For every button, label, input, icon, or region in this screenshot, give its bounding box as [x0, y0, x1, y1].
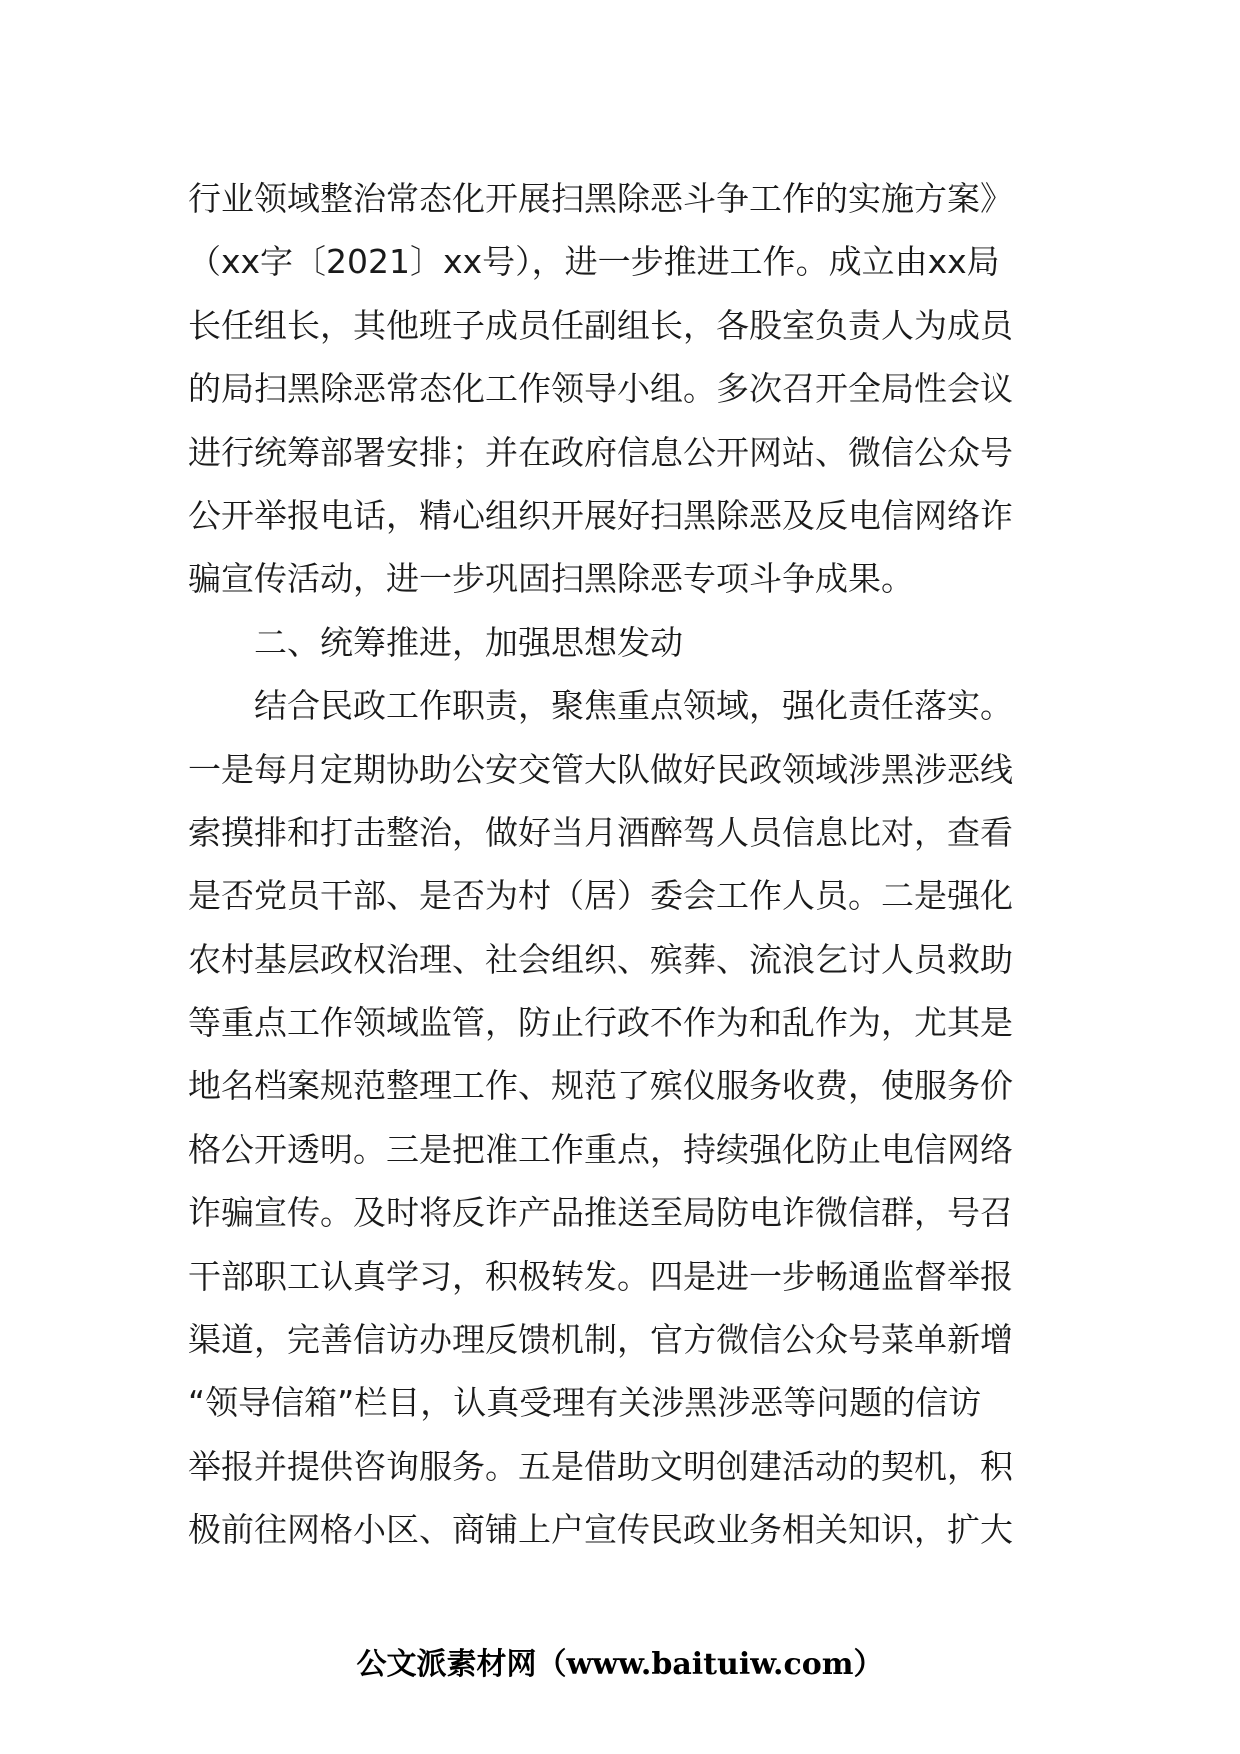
text-line: 骗宣传活动，进一步巩固扫黑除恶专项斗争成果。: [188, 559, 914, 599]
text-line: 公开举报电话，精心组织开展好扫黑除恶及反电信网络诈: [188, 495, 1013, 535]
text-line: 地名档案规范整理工作、规范了殡仪服务收费，使服务价: [188, 1066, 1013, 1106]
text-line: 农村基层政权治理、社会组织、殡葬、流浪乞讨人员救助: [188, 939, 1013, 979]
text-line: 诈骗宣传。及时将反诈产品推送至局防电诈微信群，号召: [188, 1193, 1013, 1233]
text-line: 一是每月定期协助公安交管大队做好民政领域涉黑涉恶线: [188, 749, 1013, 789]
text-line: 举报并提供咨询服务。五是借助文明创建活动的契机，积: [188, 1446, 1013, 1486]
text-line: 长任组长，其他班子成员任副组长，各股室负责人为成员: [188, 305, 1013, 345]
text-line: 行业领域整治常态化开展扫黑除恶斗争工作的实施方案》: [188, 179, 1013, 218]
text-line: “领导信箱”栏目，认真受理有关涉黑涉恶等问题的信访: [188, 1383, 982, 1423]
paragraph-first-line: 结合民政工作职责，聚焦重点领域，强化责任落实。: [254, 686, 1013, 726]
text-line: 干部职工认真学习，积极转发。四是进一步畅通监督举报: [188, 1256, 1013, 1296]
text-line: 是否党员干部、是否为村（居）委会工作人员。二是强化: [188, 876, 1013, 916]
text-line: （xx字〔2021〕xx号），进一步推进工作。成立由xx局: [188, 242, 1000, 282]
document-body: [188, 167, 1064, 1562]
text-line: 进行统筹部署安排；并在政府信息公开网站、微信公众号: [188, 432, 1013, 472]
page-footer: 公文派素材网（www.baituiw.com）: [356, 1647, 884, 1682]
text-line: 索摸排和打击整治，做好当月酒醉驾人员信息比对，查看: [188, 812, 1013, 852]
section-heading: 二、统筹推进，加强思想发动: [254, 622, 683, 662]
text-line: 渠道，完善信访办理反馈机制，官方微信公众号菜单新增: [188, 1320, 1013, 1360]
text-line: 等重点工作领域监管，防止行政不作为和乱作为，尤其是: [188, 1003, 1013, 1043]
text-line: 的局扫黑除恶常态化工作领导小组。多次召开全局性会议: [188, 369, 1013, 409]
text-line: 格公开透明。三是把准工作重点，持续强化防止电信网络: [188, 1129, 1013, 1169]
text-line: 极前往网格小区、商铺上户宣传民政业务相关知识，扩大: [188, 1510, 1013, 1550]
